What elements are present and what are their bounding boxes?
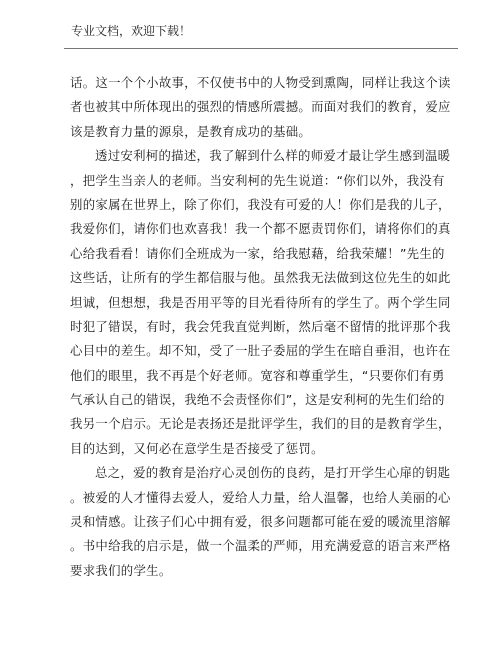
text-line: ，把学生当亲人的老师。当安利柯的先生说道：“你们以外，我没有: [70, 172, 445, 188]
paragraph-2: [70, 144, 451, 461]
text-line: 目的达到，又何必在意学生是否接受了惩罚。: [70, 440, 324, 456]
text-line: 我另一个启示。无论是表扬还是批评学生，我们的目的是教育学生，: [70, 416, 451, 432]
text-line: 该是教育力量的源泉，是教育成功的基础。: [70, 123, 312, 139]
header-divider: [64, 48, 458, 49]
text-line: 。被爱的人才懂得去爱人，爱给人力量，给人温馨，也给人美丽的心: [70, 489, 451, 505]
text-line: 总之，爱的教育是治疗心灵创伤的良药，是打开学生心扉的钥匙: [95, 465, 451, 481]
paragraph-3: [70, 461, 451, 583]
document-body: [70, 71, 451, 583]
text-line: 他们的眼里，我不再是个好老师。宽容和尊重学生，“只要你们有勇: [70, 367, 445, 383]
text-line: 坦诚，但想想，我是否用平等的目光看待所有的学生了。两个学生同: [70, 294, 451, 310]
text-line: 这些话，让所有的学生都信服与他。虽然我无法做到这位先生的如此: [70, 270, 451, 286]
text-line: 气承认自己的错误，我绝不会责怪你们”，这是安利柯的先生们给的: [70, 392, 445, 408]
text-line: 别的家属在世界上，除了你们，我没有可爱的人！你们是我的儿子，: [70, 196, 451, 212]
text-line: 心给我看看！请你们全班成为一家，给我慰藉，给我荣耀！”先生的: [70, 245, 445, 261]
paragraph-1: [70, 71, 451, 144]
text-line: 。书中给我的启示是，做一个温柔的严师，用充满爱意的语言来严格: [70, 538, 451, 554]
text-line: 话。这一个个小故事，不仅使书中的人物受到熏陶，同样让我这个读: [70, 75, 451, 90]
text-line: 透过安利柯的描述，我了解到什么样的师爱才最让学生感到温暖: [95, 148, 451, 164]
text-line: 我爱你们，请你们也欢喜我！我一个都不愿责罚你们，请将你们的真: [70, 221, 451, 237]
text-line: 时犯了错误，有时，我会凭我直觉判断，然后毫不留情的批评那个我: [70, 318, 451, 334]
page-header: 专业文档，欢迎下载！: [71, 24, 192, 38]
text-line: 心目中的差生。却不知，受了一肚子委屈的学生在暗自垂泪，也许在: [70, 343, 451, 359]
text-line: 者也被其中所体现出的强烈的情感所震撼。而面对我们的教育，爱应: [70, 99, 451, 115]
text-line: 要求我们的学生。: [70, 562, 172, 578]
text-line: 灵和情感。让孩子们心中拥有爱，很多问题都可能在爱的暖流里溶解: [70, 514, 451, 530]
